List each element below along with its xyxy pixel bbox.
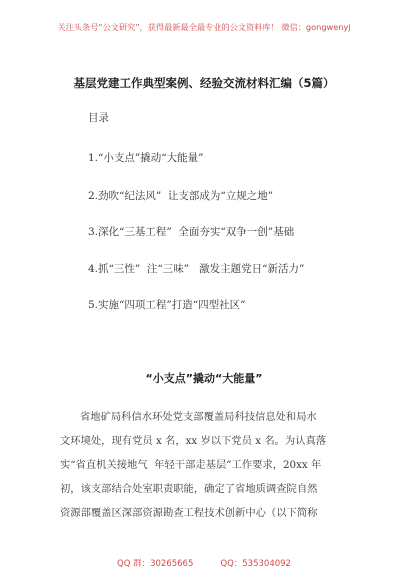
toc-heading: 目录 (88, 112, 109, 124)
toc-item: 3.深化“三基工程” 全面夯实“双争一创”基础 (88, 226, 295, 238)
toc-item: 2.劲吹“纪法风” 让支部成为“立规之地” (88, 190, 274, 202)
body-text-line: 省地矿局科信水环处党支部覆盖局科技信息处和局水 (80, 411, 317, 423)
document-title: 基层党建工作典型案例、经验交流材料汇编（5篇） (73, 76, 335, 90)
body-text-line: 文环境处，现有党员 x 名，xx 岁以下党员 x 名。为认真落 (60, 435, 327, 447)
toc-item: 5.实施“四项工程”打造“四型社区” (88, 299, 246, 311)
body-text-line: 初，该支部结合处室职责职能，确定了省地质调查院自然 (60, 483, 318, 495)
footer-contact: QQ 群：30265665 QQ：535304092 (117, 559, 291, 569)
toc-item: 1.“小支点”撬动“大能量” (88, 152, 204, 164)
toc-item: 4.抓“三性” 注“三味” 激发主题党日“新活力” (88, 263, 305, 275)
header-banner: 关注头条号“公文研究”，获得最新最全最专业的公文资料库！ 微信：gongwenyj (57, 22, 351, 32)
body-text-line: 实“省直机关接地气 年轻干部走基层”工作要求，20xx 年 (60, 459, 322, 471)
section-title: “小支点”撬动“大能量” (145, 372, 263, 385)
body-text-line: 资源部覆盖区深部资源勘查工程技术创新中心（以下简称 (60, 507, 318, 519)
